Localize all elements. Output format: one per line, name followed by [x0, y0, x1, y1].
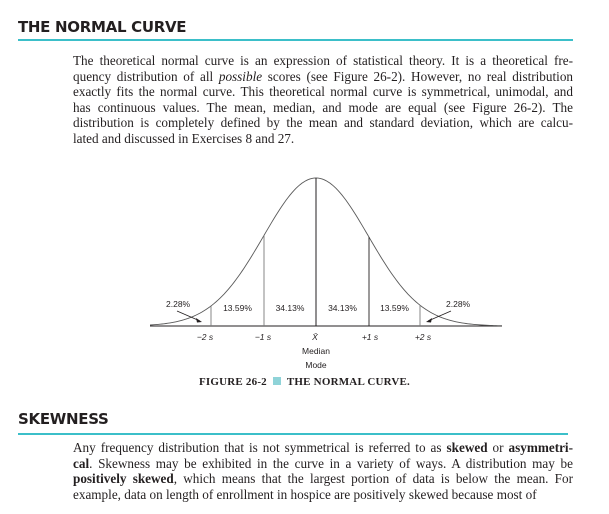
paragraph-line: has continuous values. The mean, median, and mode are equal (see Figure 26-2). The — [73, 99, 573, 115]
median-label: Median — [302, 346, 330, 356]
paragraph-line: Any frequency distribution that is not symmetrical is referred to as skewed or asymmetri- — [73, 440, 573, 455]
tick-label-minus-1s: −1 s — [254, 332, 272, 342]
tick-label-mean: X̄ — [312, 332, 318, 342]
paragraph-line: positively skewed, which means that the largest portion of data is below the mean. For — [73, 471, 574, 487]
paragraph-line: distribution is completely defined by the mean and standard deviation, which are calcu- — [73, 115, 573, 131]
segment-label-mean-plus1: 34.13% — [328, 303, 357, 313]
segment-label-right-tail: 2.28% — [446, 299, 471, 309]
skewness-paragraph — [73, 440, 573, 502]
tick-label-plus-2s: +2 s — [414, 332, 432, 342]
section-heading-skewness: SKEWNESS — [18, 410, 109, 428]
figure-title: THE NORMAL CURVE. — [286, 376, 410, 388]
paragraph-line: example, data on length of enrollment in hospice are positively skewed because most of — [73, 486, 537, 502]
tick-label-plus-1s: +1 s — [361, 332, 379, 342]
caption-square-icon — [273, 377, 281, 385]
segment-label-minus1-mean: 34.13% — [275, 303, 305, 313]
mode-label: Mode — [305, 360, 327, 370]
tick-label-minus-2s: −2 s — [196, 332, 214, 342]
paragraph-line: lated and discussed in Exercises 8 and 27. — [73, 130, 295, 146]
paragraph-line: cal. Skewness may be exhibited in the curve in a variety of ways. A distribution may be — [73, 455, 573, 471]
figure-number: FIGURE 26-2 — [198, 376, 267, 388]
figure-caption — [0, 376, 609, 388]
paragraph-line: quency distribution of all possible scores (see Figure 26-2). However, no real distribution — [73, 68, 574, 84]
segment-label-plus1-plus2: 13.59% — [380, 303, 409, 313]
paragraph-line: The theoretical normal curve is an expression of statistical theory. It is a theoretical fre- — [73, 53, 573, 68]
section-heading-normal-curve: THE NORMAL CURVE — [18, 18, 187, 36]
segment-label-left-tail: 2.28% — [166, 299, 191, 309]
right-tail-arrow — [426, 311, 451, 323]
segment-label-minus2-minus1: 13.59% — [223, 303, 252, 313]
paragraph-line: exactly fits the normal curve. This theoretical normal curve is symmetrical, unimodal, and — [73, 84, 573, 100]
section-rule — [18, 433, 568, 435]
